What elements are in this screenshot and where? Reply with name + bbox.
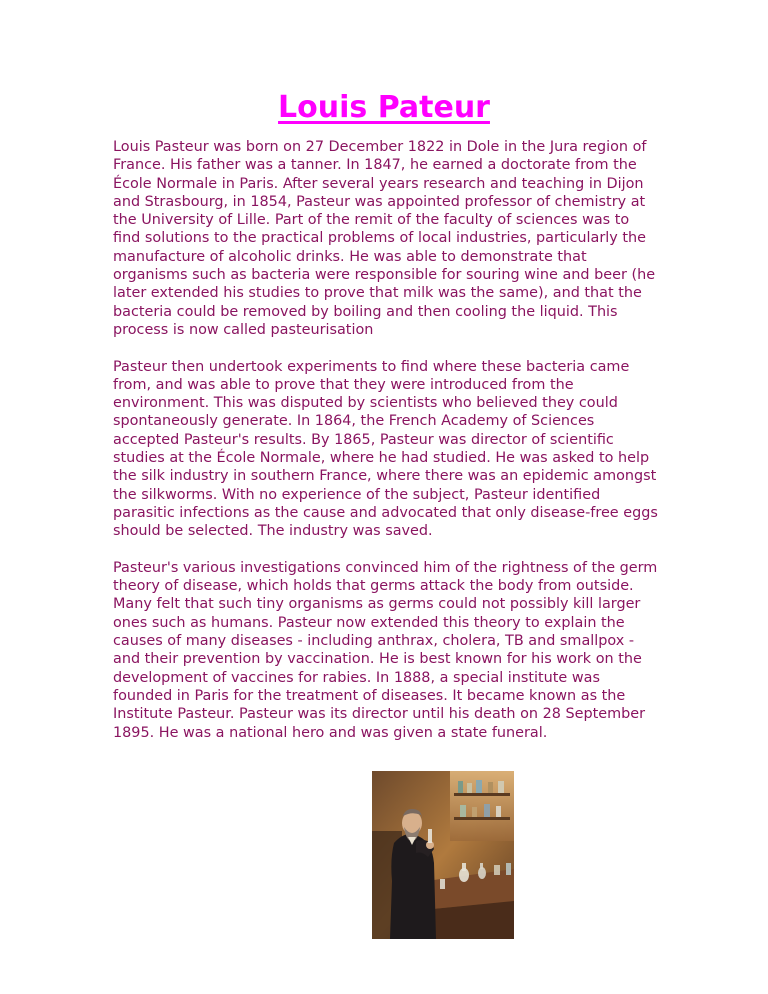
paragraph-germ-theory: Pasteur's various investigations convinced him of the rightness of the germ theory of disease, which holds that germs attack the body from outside. Many felt that such tiny organisms as germs could not possibly kill larger ones such as humans. Pasteur now extended this theory to explain the causes of many diseases - including anthrax, cholera, TB and smallpox - and their prevention by vaccination. He is best known for his work on the development of vaccines for rabies. In 1888, a special institute was founded in Paris for the treatment of diseases. It became known as the Institute Pasteur. Pasteur was its director until his death on 28 September 1895. He was a national hero and was given a state funeral. [113,559,658,741]
paragraph-biography: Louis Pasteur was born on 27 December 1822 in Dole in the Jura region of France. His father was a tanner. In 1847, he earned a doctorate from the École Normale in Paris. After several years research and teaching in Dijon and Strasbourg, in 1854, Pasteur was appointed professor of chemistry at the University of Lille. Part of the remit of the faculty of sciences was to find solutions to the practical problems of local industries, particularly the manufacture of alcoholic drinks. He was able to demonstrate that organisms such as bacteria were responsible for souring wine and beer (he later extended his studies to prove that milk was the same), and that the bacteria could be removed by boiling and then cooling the liquid. This process is now called pasteurisation [113,139,656,338]
document-title: Louis Pateur [278,90,490,125]
paragraph-experiments: Pasteur then undertook experiments to find where these bacteria came from, and was able to prove that they were introduced from the environment. This was disputed by scientists who believed they could spontaneously generate. In 1864, the French Academy of Sciences accepted Pasteur's results. By 1865, Pasteur was director of scientific studies at the École Normale, where he had studied. He was asked to help the silk industry in southern France, where there was an epidemic amongst the silkworms. With no experience of the subject, Pasteur identified parasitic infections as the cause and advocated that only disease-free eggs should be selected. The industry was saved. [113,358,658,540]
pasteur-laboratory-painting [372,771,514,939]
document-body [113,138,661,760]
